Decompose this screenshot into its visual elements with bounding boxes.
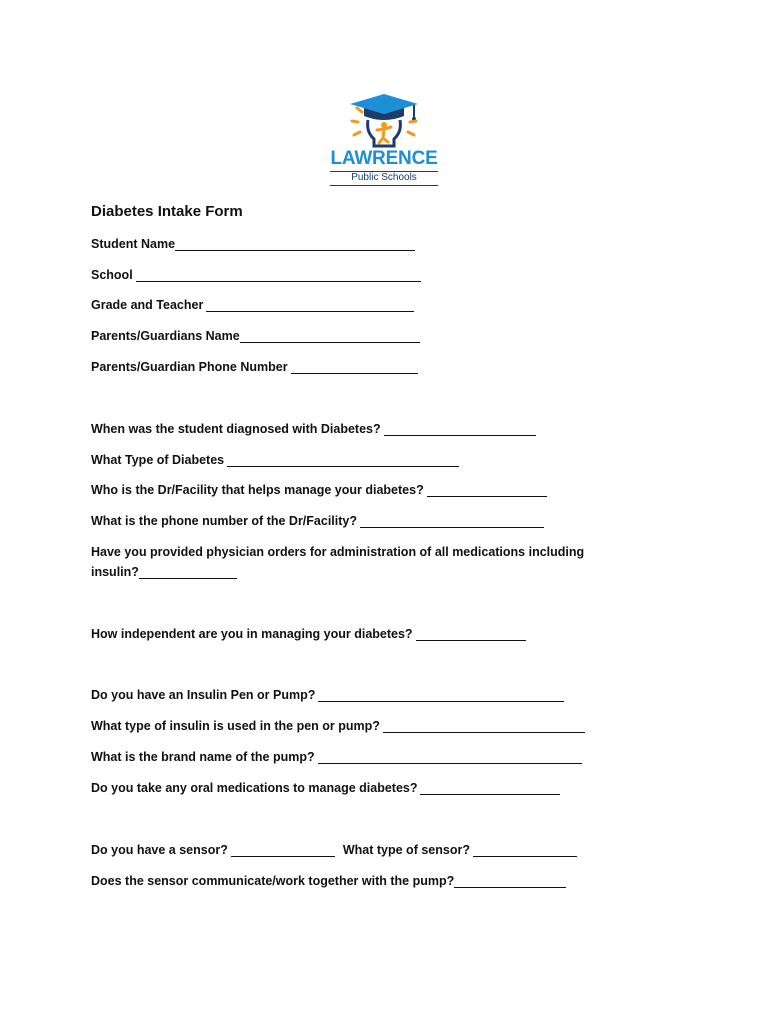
field-label: Have you provided physician orders for administration of all medications including (91, 545, 585, 559)
field-physician-orders-line1 (91, 545, 584, 559)
field-label: What is the phone number of the Dr/Facility? (91, 514, 357, 528)
field-pen-pump (91, 688, 564, 702)
field-label: What is the brand name of the pump? (91, 750, 315, 764)
field-student-name (91, 237, 415, 251)
school-input[interactable] (136, 268, 421, 282)
field-parents-name (91, 329, 420, 343)
lightbulb-grad-cap-icon (322, 92, 446, 152)
oral-meds-input[interactable] (420, 781, 560, 795)
physician-orders-input[interactable] (139, 565, 237, 579)
field-school (91, 268, 421, 282)
field-sensor (91, 843, 577, 857)
pump-brand-input[interactable] (318, 750, 582, 764)
field-diagnosed (91, 422, 536, 436)
field-dr-facility (91, 483, 547, 497)
field-pump-brand (91, 750, 582, 764)
logo-subtitle: Public Schools (330, 171, 438, 186)
pen-pump-input[interactable] (318, 688, 564, 702)
field-label: Who is the Dr/Facility that helps manage your diabetes? (91, 483, 424, 497)
field-label: Do you take any oral medications to manage diabetes? (91, 781, 418, 795)
field-label: When was the student diagnosed with Diabetes? (91, 422, 381, 436)
field-label: Grade and Teacher (91, 298, 204, 312)
sensor-pump-input[interactable] (454, 874, 566, 888)
insulin-type-input[interactable] (383, 719, 585, 733)
dr-facility-input[interactable] (427, 483, 547, 497)
field-independent (91, 627, 526, 641)
field-label: How independent are you in managing your diabetes? (91, 627, 413, 641)
field-sensor-pump (91, 874, 566, 888)
field-parents-phone (91, 360, 418, 374)
form-title: Diabetes Intake Form (91, 203, 243, 220)
parents-phone-input[interactable] (291, 360, 418, 374)
field-insulin-type (91, 719, 585, 733)
field-label: Does the sensor communicate/work together with the pump? (91, 874, 455, 888)
field-label: What Type of Diabetes (91, 453, 225, 467)
field-label: Parents/Guardian Phone Number (91, 360, 288, 374)
field-oral-meds (91, 781, 560, 795)
dr-phone-input[interactable] (360, 514, 544, 528)
diagnosed-input[interactable] (384, 422, 536, 436)
field-label: What type of sensor? (342, 843, 470, 857)
field-physician-orders-line2 (91, 565, 237, 579)
field-label: Parents/Guardians Name (91, 329, 240, 343)
field-label: Student Name (91, 237, 176, 251)
parents-name-input[interactable] (240, 329, 420, 343)
sensor-type-input[interactable] (473, 843, 577, 857)
field-label: Do you have a sensor? (91, 843, 228, 857)
student-name-input[interactable] (175, 237, 415, 251)
field-label: What type of insulin is used in the pen or pump? (91, 719, 380, 733)
field-label: insulin? (91, 565, 139, 579)
field-label: Do you have an Insulin Pen or Pump? (91, 688, 316, 702)
field-label: School (91, 268, 133, 282)
field-diabetes-type (91, 453, 459, 467)
sensor-input[interactable] (231, 843, 335, 857)
diabetes-type-input[interactable] (227, 453, 459, 467)
independent-input[interactable] (416, 627, 526, 641)
field-grade-teacher (91, 298, 414, 312)
logo-name: LAWRENCE (330, 148, 438, 169)
field-dr-phone (91, 514, 544, 528)
grade-teacher-input[interactable] (206, 298, 414, 312)
school-logo (322, 92, 446, 184)
